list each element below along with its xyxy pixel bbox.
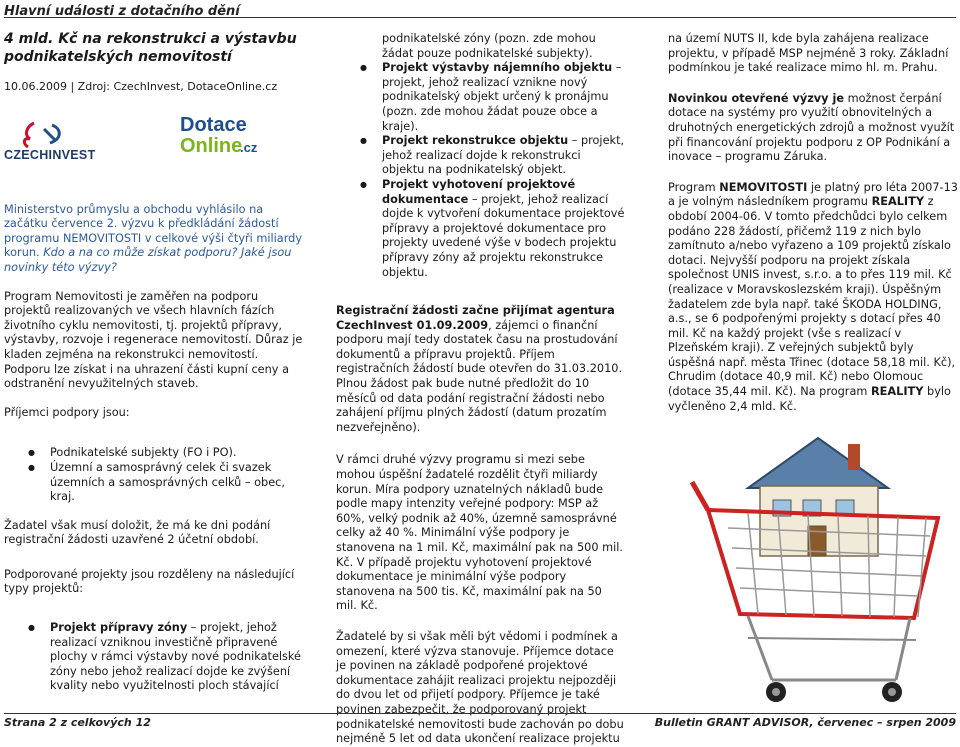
list-item: [336, 178, 626, 280]
page-footer: [4, 713, 956, 729]
list-item: ● Územní a samosprávný celek či svazek územních a samosprávných celků – obec, kraj.: [4, 461, 304, 505]
history-bold: REALITY: [870, 385, 924, 399]
dotace-wordmark: Dotace: [180, 113, 247, 136]
history-text: z období 2004-06. V tomto předchůdci bylo celkem podáno 228 žádostí, přičemž 119 z nich bylo zamítnuto a/nebo vyřazeno a 109 projektů získalo dotaci. Nejvyšší podporu na projekt získala společnost UNIS invest, s.r.o. a to přes 119 mil. Kč (realizace v Moravskoslezském kraji). Úspěšným žadatelem zde byla např. také ŠKODA HOLDING, a.s., se 6 podpořenými projekty s dotací přes 40 mil. Kč na každý projekt (vše s realizací v Plzeňském kraji). Z veřejných subjektů byly úspěšná např. města Třinec (dotace 58,18 mil. Kč), Chrudim (dotace 40,9 mil. Kč) nebo Olomouc (dotace 35,44 mil. Kč). Na program: [668, 195, 956, 399]
footer-bulletin: Bulletin GRANT ADVISOR, červenec – srpen 2009: [654, 716, 956, 729]
lead-paragraph: [4, 203, 304, 276]
list-item: ● Podnikatelské subjekty (FO i PO).: [4, 446, 304, 461]
online-wordmark: Online: [180, 134, 243, 157]
czechinvest-wordmark: CZECHINVEST: [4, 147, 96, 162]
list-item: [4, 621, 304, 694]
type-text: – projekt, jehož realizací dojde k vytvoření dokumentace projektové přípravy a projektové dokumentace pro projekty uvedené výše v bodech projektu přípravy zóny až projektu rekonstrukce objektu.: [382, 192, 625, 279]
cz-wordmark: .cz: [240, 139, 258, 155]
registration-bold: Registrační žádosti začne přijímat agentura CzechInvest 01.09.2009: [336, 304, 615, 332]
dotaceonline-logo: [178, 113, 264, 155]
czechinvest-logo: [4, 121, 102, 161]
paragraph-recipients-intro: Příjemci podpory jsou:: [4, 405, 130, 419]
column-1: [4, 30, 304, 694]
history-bold: REALITY: [871, 195, 925, 209]
type-text: – projekt, jehož realizací dojde k rekonstrukci objektu na podnikatelský objekt.: [382, 134, 625, 177]
article-title: 4 mld. Kč na rekonstrukci a výstavbu podnikatelských nemovitostí: [4, 31, 297, 65]
shopping-cart-house-illustration: [688, 418, 956, 708]
column-3: [668, 32, 958, 414]
header-title: Hlavní události z dotačního dění: [4, 4, 240, 19]
lead-question: Kdo a na co může získat podporu? Jaké jsou novinky této výzvy?: [4, 246, 292, 274]
footer-page-number: Strana 2 z celkových 12: [4, 716, 151, 729]
type-bold: Projekt výstavby nájemního objektu: [382, 61, 613, 75]
types-list-part1: [4, 621, 304, 694]
history-text: bylo vyčleněno 2,4 mld. Kč.: [668, 385, 951, 413]
type-continuation: podnikatelské zóny (pozn. zde mohou žádat pouze podnikatelské subjekty).: [382, 32, 596, 60]
type-text: – projekt, jehož realizací vzniknou investičně připravené plochy v rámci výstavby nové podnikatelské zóny nebo jehož realizací dojde ke zvýšení kvality nebo využitelnosti ploch stávající: [50, 621, 302, 693]
history-text: Program: [668, 180, 720, 194]
paragraph-program: Program Nemovitosti je zaměřen na podporu projektů realizovaných ve všech hlavních fázích životního cyklu nemovitosti, tj. projektů přípravy, výstavby, rozvoje i regenerace nemovitostí. Důraz je kladen zejména na rekonstrukci nemovitostí. Podporu lze získat i na uhrazení části kupní ceny a odstranění nevyužitelných staveb.: [4, 289, 303, 391]
list-item: [336, 134, 626, 178]
type-bold: Projekt vyhotovení projektové dokumentace: [382, 177, 576, 206]
paragraph-novinka: [668, 92, 958, 165]
type-bold: Projekt přípravy zóny: [50, 621, 188, 635]
type-text: – projekt, jehož realizací vznikne nový podnikatelský objekt určený k pronájmu (pozn. zde mohou žádat pouze obce a kraje).: [382, 61, 622, 133]
history-bold: NEMOVITOSTI: [719, 180, 808, 194]
article-meta: 10.06.2009 | Zdroj: CzechInvest, DotaceOnline.cz: [4, 80, 278, 93]
logos-row: [4, 111, 304, 193]
page-header: [4, 0, 956, 18]
paragraph-history: [668, 181, 958, 415]
registration-text: , zájemci o finanční podporu mají tedy dostatek času na prostudování dokumentů a přípravu projektů. Příjem registračních žádostí bude otevřen do 31.03.2010. Plnou žádost pak bude nutné předložit do 10 měsíců od data podání registrační žádosti nebo zahájení příjmu plných žádostí (datum prozatím nezveřejněno).: [336, 318, 623, 434]
column-2: [336, 32, 626, 747]
novinka-text: možnost čerpání dotace na systémy pro využití obnovitelných a druhotných energetických zdrojů a možnost využít při financování projektu podporu z OP Podnikání a inovace – programu Záruka.: [668, 91, 955, 164]
paragraph-conditions: Žadatelé by si však měli být vědomi i podmínek a omezení, které výzva stanovuje. Příjemce dotace je povinen na základě podpořené projektové dokumentace zahájit realizaci projektu nejpozději do dvou let od přijetí podpory. Příjemce je také povinen zabezpečit, že podporovaný projekt podnikatelské nemovitosti bude zachován po dobu nejméně 5 let od data ukončení realizace projektu: [336, 629, 624, 746]
paragraph-condition: Žadatel však musí doložit, že má ke dni podání registrační žádosti uzavřené 2 účetní období.: [4, 518, 271, 547]
lead-text: Ministerstvo průmyslu a obchodu vyhlásilo na začátku července 2. výzvu k předkládání žádostí programu NEMOVITOSTI v celkové výši čtyři miliardy korun.: [4, 202, 303, 260]
conditions-continuation: na území NUTS II, kde byla zahájena realizace projektu, v případě MSP nejméně 3 roky. Základní podmínkou je také realizace mimo hl. m. Prahu.: [668, 32, 949, 75]
history-text: je platný pro léta 2007-13 a je volným následníkem programu: [668, 180, 958, 209]
novinka-bold: Novinkou otevřené výzvy je: [668, 91, 844, 105]
type-bold: Projekt rekonstrukce objektu: [382, 134, 569, 148]
paragraph-funding: V rámci druhé výzvy programu si mezi sebe mohou úspěšní žadatelé rozdělit čtyři miliardy korun. Míra podpory uznatelných nákladů bude podle mapy intenzity veřejné podpory: MSP až 60%, velký podnik až 40%, územně samosprávné celky až 40 %. Minimální výše podpory je stanovena na 1 mil. Kč, maximální pak na 500 mil. Kč. V případě projektu vyhotovení projektové dokumentace je minimální výše podpory stanovena na 500 tis. Kč, maximální pak na 50 mil. Kč.: [336, 453, 623, 613]
types-list-part2: [336, 61, 626, 280]
list-item: [336, 61, 626, 134]
paragraph-registration: [336, 304, 626, 435]
paragraph-types-intro: Podporované projekty jsou rozděleny na následující typy projektů:: [4, 567, 295, 596]
recipients-list: [4, 446, 304, 504]
